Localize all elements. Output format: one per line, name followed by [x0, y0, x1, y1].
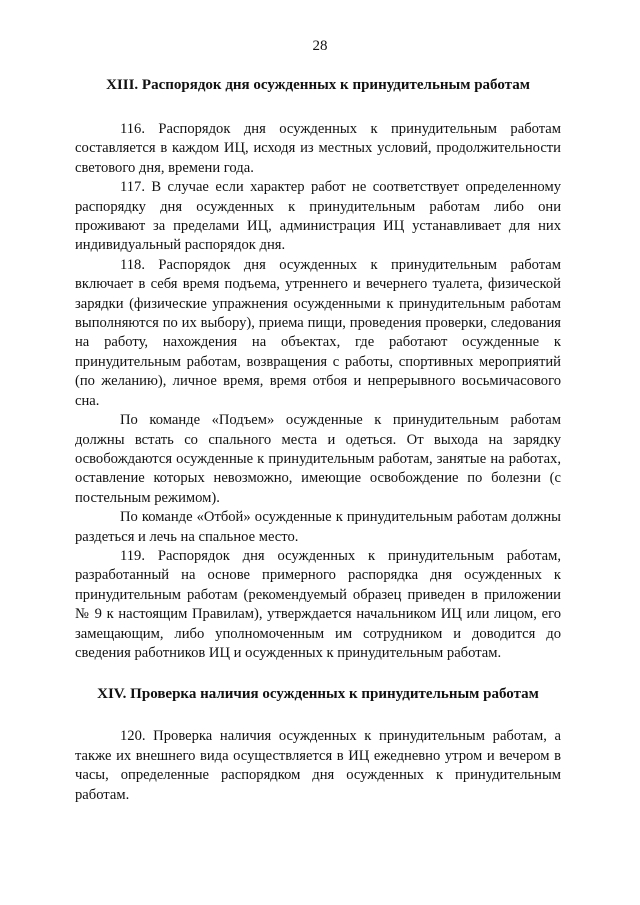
- paragraph-118: 118. Распорядок дня осужденных к принудительным работам включает в себя время подъема, утреннего и вечернего туалета, физической зарядки (физические упражнения осужденными к принудительным работам выполняются по их выбору), приема пищи, проведения проверки, следования на работу, нахождения на объектах, где работают осужденные к принудительным работам, возвращения с работы, спортивных мероприятий (по желанию), личное время, время отбоя и непрерывного восьмичасового сна.: [75, 256, 561, 409]
- section-heading-xiv: XIV. Проверка наличия осужденных к принудительным работам: [97, 686, 539, 703]
- document-body: [75, 74, 561, 805]
- paragraph-117: 117. В случае если характер работ не соответствует определенному распорядку дня осужденных к принудительным работам либо они проживают за пределами ИЦ, администрация ИЦ устанавливает для них индивидуальный распорядок дня.: [75, 179, 561, 254]
- paragraph-119: 119. Распорядок дня осужденных к принудительным работам, разработанный на основе примерного распорядка дня осужденных к принудительным работам (рекомендуемый образец приведен в приложении № 9 к настоящим Правилам), утверждается начальником ИЦ или лицом, его замещающим, либо уполномоченным им сотрудником и доводится до сведения работников ИЦ и осужденных к принудительным работам.: [75, 547, 561, 661]
- paragraph-116: 116. Распорядок дня осужденных к принудительным работам составляется в каждом ИЦ, исходя из местных условий, продолжительности светового дня, времени года.: [75, 121, 561, 176]
- paragraph-120: 120. Проверка наличия осужденных к принудительным работам, а также их внешнего вида осуществляется в ИЦ ежедневно утром и вечером в часы, определенные распорядком дня осужденных к принудительным работам.: [75, 728, 561, 803]
- paragraph-wake-up-command: По команде «Подъем» осужденные к принудительным работам должны встать со спального места и одеться. От выхода на зарядку освобождаются осужденные к принудительным работам, занятые на работах, оставление которых невозможно, имеющие освобождение по болезни (с постельным режимом).: [75, 412, 561, 506]
- paragraph-lights-out-command: По команде «Отбой» осужденные к принудительным работам должны раздеться и лечь на спальное место.: [75, 509, 561, 545]
- section-heading-xiii: XIII. Распорядок дня осужденных к принудительным работам: [106, 77, 530, 93]
- page-number: 28: [312, 38, 328, 54]
